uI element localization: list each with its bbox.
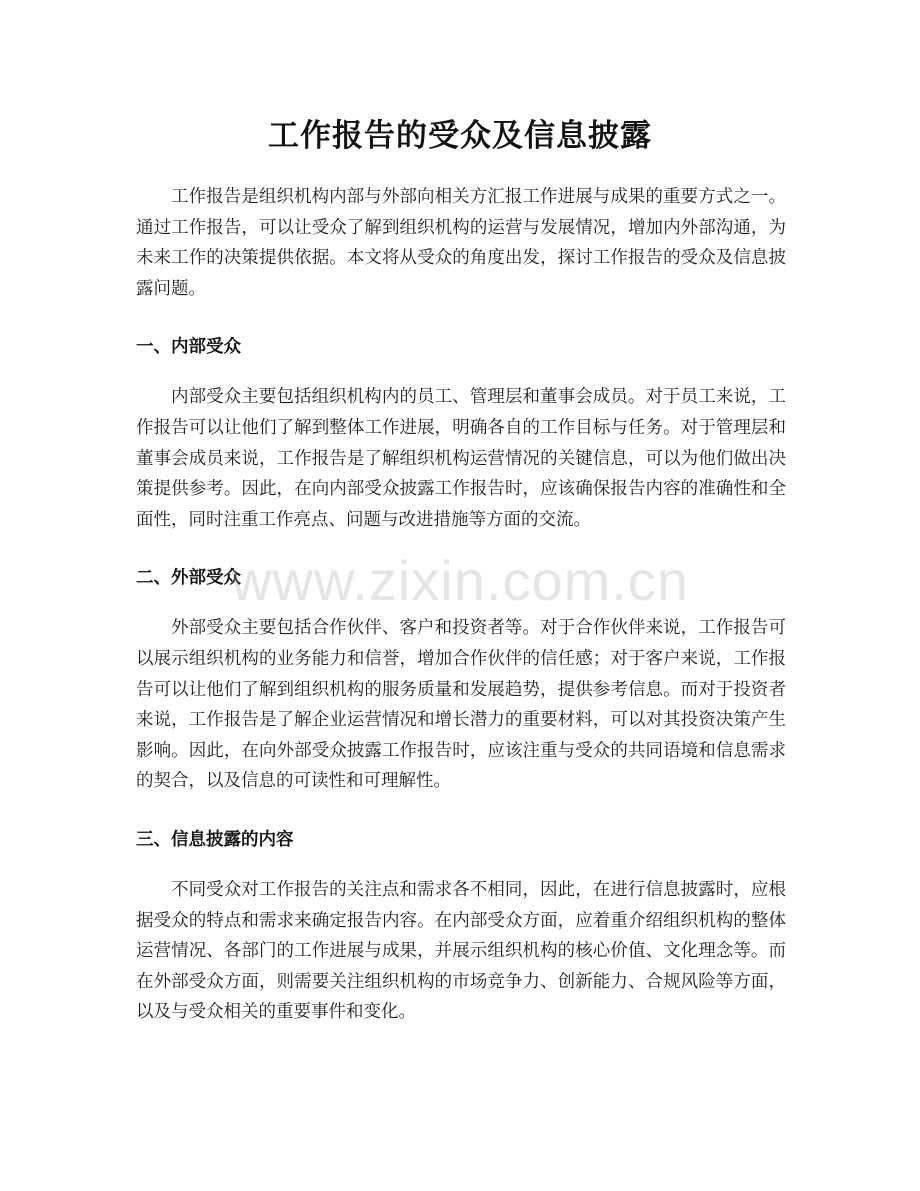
watermark: www.zixin.com.cn <box>231 549 689 612</box>
section-heading-internal: 一、内部受众 <box>136 337 241 358</box>
intro-paragraph: 工作报告是组织机构内部与外部向相关方汇报工作进展与成果的重要方式之一。通过工作报告，可以让受众了解到组织机构的运营与发展情况，增加内外部沟通，为未来工作的决策提供依据。本文将从受众的角度出发，探讨工作报告的受众及信息披露问题。 <box>136 187 786 299</box>
section-heading-external: 二、外部受众 <box>136 568 241 589</box>
section-body-external: 外部受众主要包括合作伙伴、客户和投资者等。对于合作伙伴来说，工作报告可以展示组织机构的业务能力和信誉，增加合作伙伴的信任感；对于客户来说，工作报告可以让他们了解到组织机构的服务质量和发展趋势，提供参考信息。而对于投资者来说，工作报告是了解企业运营情况和增长潜力的重要材料，可以对其投资决策产生影响。因此，在向外部受众披露工作报告时，应该注重与受众的共同语境和信息需求的契合，以及信息的可读性和可理解性。 <box>136 618 786 792</box>
document-title: 工作报告的受众及信息披露 <box>268 118 652 154</box>
section-heading-disclosure: 三、信息披露的内容 <box>136 829 294 850</box>
section-body-internal: 内部受众主要包括组织机构内的员工、管理层和董事会成员。对于员工来说，工作报告可以让他们了解到整体工作进展，明确各自的工作目标与任务。对于管理层和董事会成员来说，工作报告是了解组织机构运营情况的关键信息，可以为他们做出决策提供参考。因此，在向内部受众披露工作报告时，应该确保报告内容的准确性和全面性，同时注重工作亮点、问题与改进措施等方面的交流。 <box>136 387 786 530</box>
section-body-disclosure: 不同受众对工作报告的关注点和需求各不相同，因此，在进行信息披露时，应根据受众的特点和需求来确定报告内容。在内部受众方面，应着重介绍组织机构的整体运营情况、各部门的工作进展与成果，并展示组织机构的核心价值、文化理念等。而在外部受众方面，则需要关注组织机构的市场竞争力、创新能力、合规风险等方面，以及与受众相关的重要事件和变化。 <box>136 879 786 1023</box>
document-body <box>136 182 786 1028</box>
